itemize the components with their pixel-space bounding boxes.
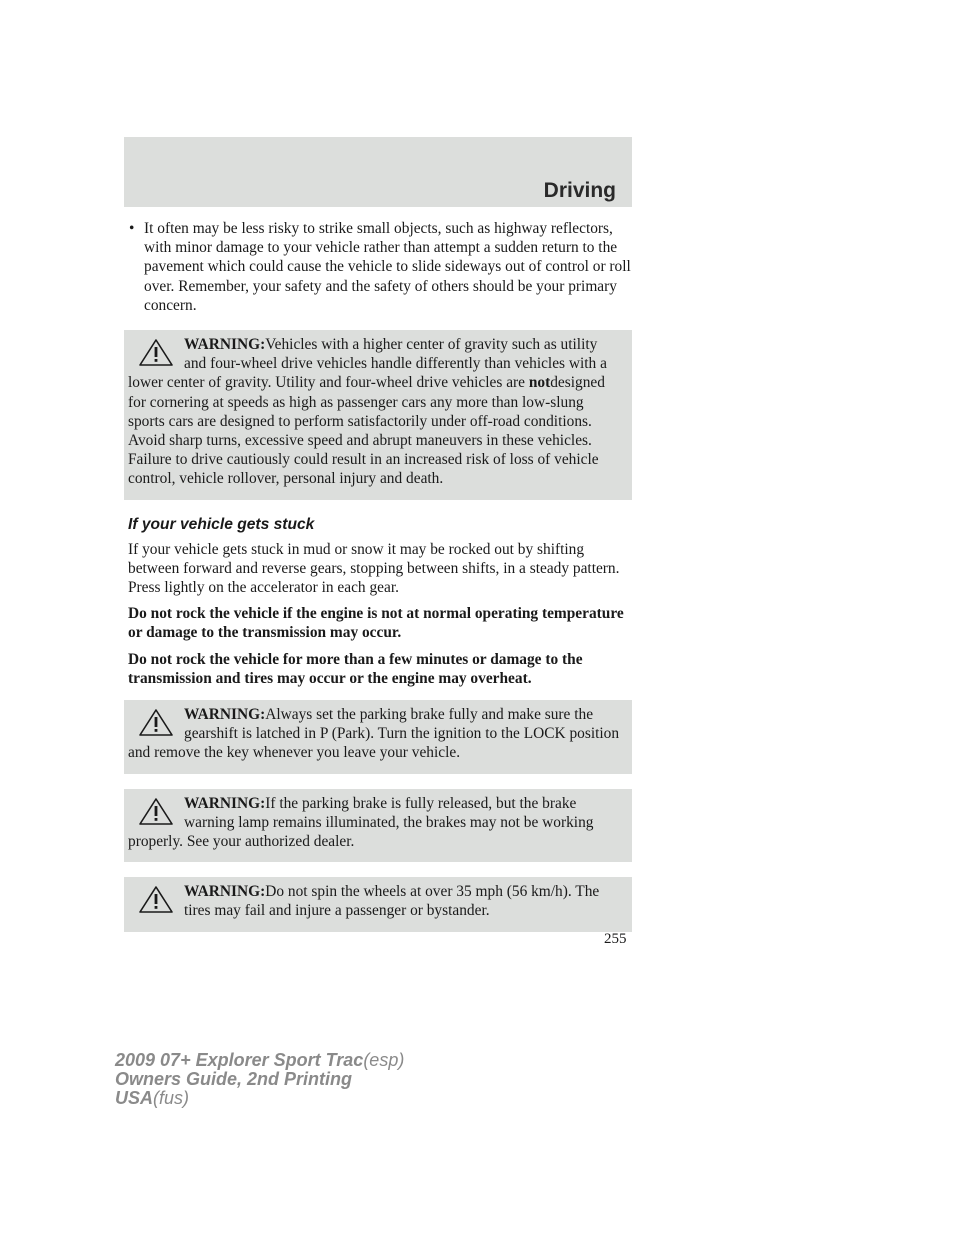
page-content <box>128 219 632 947</box>
bullet-mark: • <box>129 220 135 237</box>
page-number: 255 <box>604 931 627 947</box>
caution-paragraph-temperature: Do not rock the vehicle if the engine is not at normal operating temperature or damage to the transmission may occur. <box>128 605 624 642</box>
warning-label: WARNING: <box>184 706 266 724</box>
warning-text: If the parking brake is fully released, but the brake warning lamp remains illuminated, the brakes may not be working properly. See your authorized dealer. <box>128 794 594 851</box>
footer-model-code: (esp) <box>363 1050 405 1070</box>
footer-market: USA <box>115 1088 154 1108</box>
warning-label: WARNING: <box>184 883 266 901</box>
section-header <box>124 137 632 207</box>
bullet-item <box>128 219 632 315</box>
warning-triangle-icon <box>138 798 174 826</box>
warning-triangle-icon <box>138 339 174 367</box>
warning-box-brake-lamp <box>124 789 632 863</box>
footer-market-code: (fus) <box>153 1088 190 1108</box>
warning-box-rollover <box>124 330 632 500</box>
stuck-paragraph: If your vehicle gets stuck in mud or snow it may be rocked out by shifting between forward and reverse gears, stopping between shifts, in a steady pattern. Press lightly on the accelerator in each gear. <box>128 540 620 597</box>
bullet-text: It often may be less risky to strike small objects, such as highway reflectors, with minor damage to your vehicle rather than attempt a sudden return to the pavement which could cause the vehicle to slide sideways out of control or roll over. Remember, your safety and the safety of others should be your primary concern. <box>144 220 631 314</box>
warning-text: Always set the parking brake fully and make sure the gearshift is latched in P (Park). Turn the ignition to the LOCK position and remove the key whenever you leave your vehicle. <box>128 706 620 762</box>
warning-text: Vehicles with a higher center of gravity such as utility and four-wheel drive vehicles handle differently than vehicles with a lower center of gravity. Utility and four-wheel drive vehicles are <box>128 336 607 392</box>
warning-text: Do not spin the wheels at over 35 mph (56 km/h). The tires may fail and injure a passenger or bystander. <box>184 883 600 920</box>
warning-text-continued: designed for cornering at speeds as high as passenger cars any more than low-slung sports cars are designed to perform satisfactorily under off-road conditions. Avoid sharp turns, excessive speed and abrupt maneuvers in these vehicles. Failure to drive cautiously could result in an increased risk of loss of vehicle control, vehicle rollover, personal injury and death. <box>128 374 605 488</box>
footer-print-info <box>115 1051 404 1108</box>
warning-label: WARNING: <box>184 794 266 812</box>
section-heading: If your vehicle gets stuck <box>128 515 315 533</box>
warning-box-wheel-spin <box>124 877 632 931</box>
footer-edition: Owners Guide, 2nd Printing <box>115 1069 353 1089</box>
warning-triangle-icon <box>138 709 174 737</box>
warning-triangle-icon <box>138 886 174 914</box>
section-title: Driving <box>543 179 616 202</box>
warning-box-parking-brake <box>124 700 632 774</box>
footer-model: 2009 07+ Explorer Sport Trac <box>115 1050 364 1070</box>
caution-paragraph-duration: Do not rock the vehicle for more than a few minutes or damage to the transmission and tires may occur or the engine may overheat. <box>128 650 583 687</box>
warning-emphasis: not <box>528 374 551 392</box>
warning-label: WARNING: <box>184 336 266 354</box>
